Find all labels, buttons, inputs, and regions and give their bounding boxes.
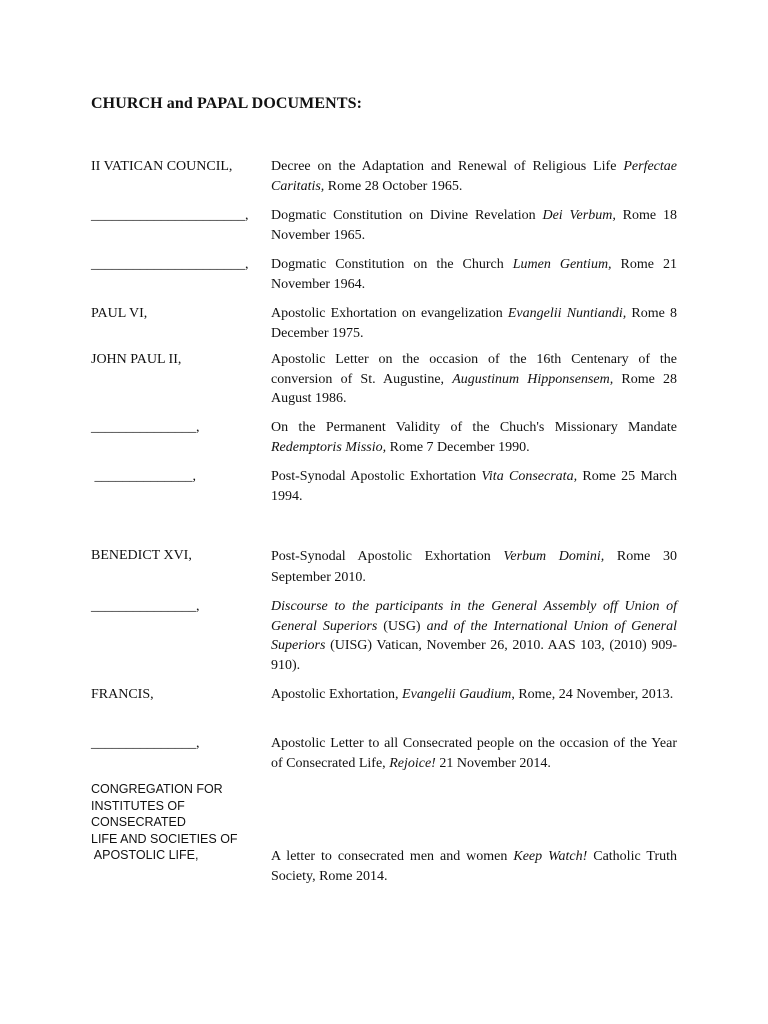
entry-author: _______________, — [91, 736, 200, 751]
entry-description: A letter to consecrated men and women Keep Watch! Catholic Truth Society, Rome 2014. — [271, 849, 677, 884]
entry-author: ______________, — [91, 469, 196, 484]
entry-description: Apostolic Letter on the occasion of the 16th Centenary of the conversion of St. Augustine, Augustinum Hipponsensem, Rome 28 August 1986. — [271, 352, 677, 406]
entry-description: Dogmatic Constitution on Divine Revelation Dei Verbum, Rome 18 November 1965. — [271, 208, 677, 243]
page-title: CHURCH and PAPAL DOCUMENTS: — [91, 95, 363, 112]
entry-description: Post-Synodal Apostolic Exhortation Vita Consecrata, Rome 25 March 1994. — [271, 469, 678, 504]
entry-description: Dogmatic Constitution on the Church Lumen Gentium, Rome 21 November 1964. — [271, 257, 677, 292]
entry-author: II VATICAN COUNCIL, — [91, 159, 233, 174]
entry-description: Post-Synodal Apostolic Exhortation Verbum Domini, Rome 30 September 2010. — [271, 549, 677, 585]
entry-author: JOHN PAUL II, — [91, 352, 182, 367]
entry-author: _______________, — [91, 420, 200, 435]
entry-description: Discourse to the participants in the General Assembly off Union of General Superiors (USG) and of the International Union of General Superiors (UISG) Vatican, November 26, 2010. AAS 103, (2010) 909-910). — [271, 599, 677, 673]
entry-description: Decree on the Adaptation and Renewal of Religious Life Perfectae Caritatis, Rome 28 October 1965. — [271, 159, 677, 194]
entry-author: _______________, — [91, 599, 200, 614]
entry-description: Apostolic Letter to all Consecrated people on the occasion of the Year of Consecrated Life, Rejoice! 21 November 2014. — [271, 736, 677, 771]
entry-author: PAUL VI, — [91, 306, 148, 321]
entry-author: BENEDICT XVI, — [91, 548, 192, 563]
entry-description: Apostolic Exhortation on evangelization Evangelii Nuntiandi, Rome 8 December 1975. — [271, 306, 678, 341]
entry-description: Apostolic Exhortation, Evangelii Gaudium, Rome, 24 November, 2013. — [271, 687, 674, 702]
entry-author: CONGREGATION FOR INSTITUTES OF CONSECRATED LIFE AND SOCIETIES OF APOSTOLIC LIFE, — [91, 782, 238, 862]
entry-description: On the Permanent Validity of the Chuch's Missionary Mandate Redemptoris Missio, Rome 7 December 1990. — [271, 420, 677, 455]
entry-author: ______________________, — [91, 257, 249, 272]
entry-author: FRANCIS, — [91, 687, 154, 702]
entry-author: ______________________, — [91, 208, 249, 223]
